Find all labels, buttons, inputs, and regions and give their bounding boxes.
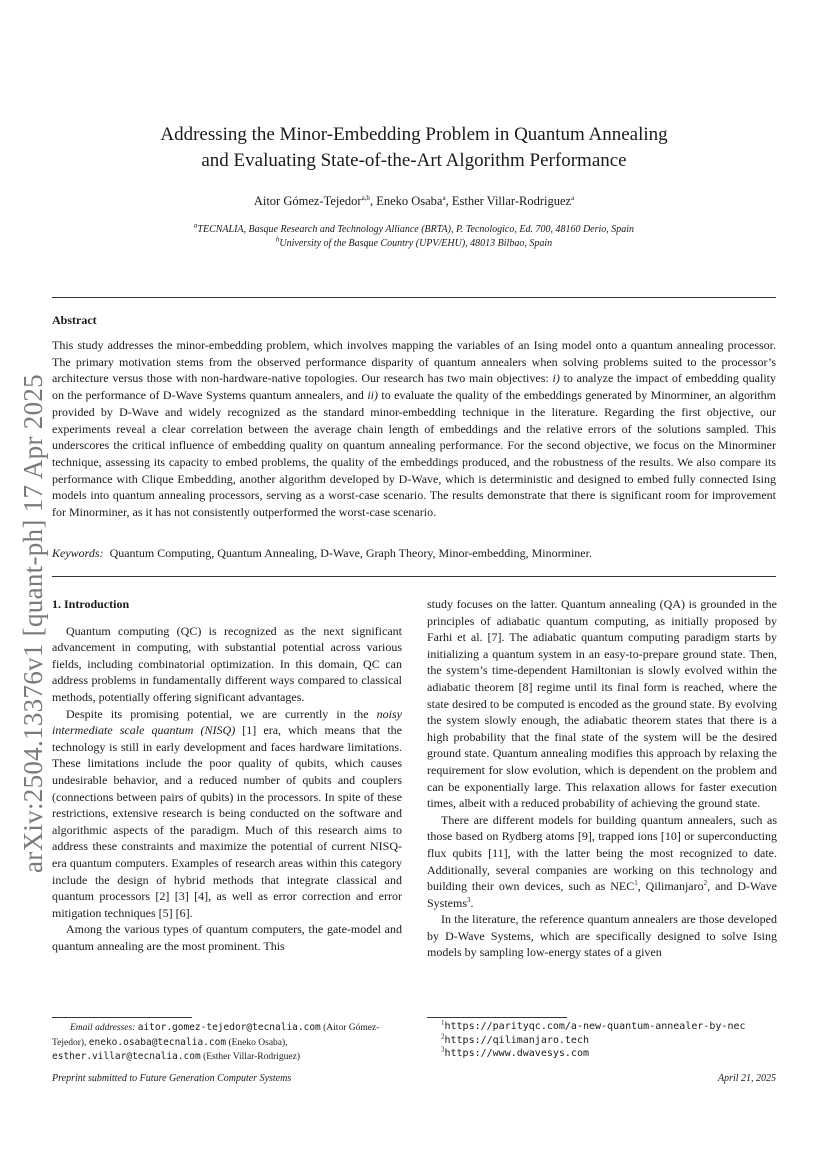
abstract-body (52, 337, 776, 521)
section-heading: 1. Introduction (52, 597, 130, 611)
emphasis: noisy intermediate scale quantum (NISQ) (52, 706, 402, 738)
author-list (60, 194, 768, 209)
author-name: Eneko Osaba (376, 194, 443, 208)
left-column (52, 596, 402, 954)
affiliation-b (60, 237, 768, 251)
abstract-text: This study addresses the minor-embedding problem, which involves mapping the variables of an Ising model onto a quantum annealing processor. The primary motivation stems from the observed performance disparity of quantum annealers when solving problems suited to the processor’s architecture versus those with non-hardware-native topologies. Our research has two main objectives: (52, 338, 776, 386)
url-footnotes (441, 1020, 781, 1061)
abstract-text: to analyze the impact of embedding quality on the performance of D-Wave Systems quantum annealers, and (52, 371, 776, 403)
footnote-number: 2 (441, 1032, 445, 1041)
author-affil-mark: a,b (361, 193, 370, 202)
author-affil-mark: a (442, 193, 446, 202)
abstract-heading: Abstract (52, 313, 97, 327)
footer-journal: Preprint submitted to Future Generation Computer Systems (52, 1073, 292, 1084)
url-footnote (441, 1020, 781, 1034)
affiliations (60, 223, 768, 251)
arxiv-stamp: arXiv:2504.13376v1 [quant-ph] 17 Apr 2025 (18, 374, 48, 873)
affil-mark: a (193, 221, 198, 230)
author-separator: , (369, 194, 377, 208)
email-owner: (Eneko Osaba), (226, 1037, 288, 1048)
paragraph: study focuses on the latter. Quantum annealing (QA) is grounded in the principles of adiabatic quantum computing, as initially proposed by Farhi et al. [7]. The adiabatic quantum computing paradigm starts by initializing a quantum system in an easy-to-prepare ground state. Then, the system’s time-dependent Hamiltonian is slowly evolved within the adiabatic theorem [8] regime until its final form is reached, where the state desired to be computed is encoded as the ground state. By evolving the system slowly enough, the adiabatic theorem states that there is a high probability that the final state of the system will be the desired ground state. Quantum annealing modifies this approach by relaxing the requirement for slow evolution, which is dependent on the problem and can be exponentially large. This relaxation allows for faster execution times, albeit with a reduced probability of achieving the ground state. (427, 597, 777, 811)
footnote-mark: 3 (467, 895, 471, 904)
affil-mark: b (275, 235, 280, 244)
paragraph-text: . (470, 895, 474, 910)
paragraph: Among the various types of quantum computers, the gate-model and quantum annealing are the most prominent. This (52, 922, 402, 953)
affiliation-a (60, 223, 768, 237)
keywords-text: Quantum Computing, Quantum Annealing, D-Wave, Graph Theory, Minor-embedding, Minorminer. (109, 546, 592, 560)
paragraph-text: There are different models for building quantum annealers, such as those based on Rydberg atoms [9], trapped ions [10] or superconducting flux qubits [11], with the latter being the most recognized to date. Additionally, several companies are working on this technology and building their own devices, such as NEC (427, 812, 777, 894)
author-name: Aitor Gómez-Tejedor (253, 194, 362, 208)
paragraph-text: [1] era, which means that the technology is still in early development and faces hardware limitations. These limitations include the poor quality of qubits, which causes undesirable behavior, and a reduced number of qubits and couplers (connections between pairs of qubits) in the processors. In spite of these restrictions, extensive research is being conducted on the software and algorithmic aspects of the paradigm. Much of this research aims to address these constraints and maximize the potential of current NISQ-era quantum computers. Examples of research areas within this category include the design of hybrid methods that integrate classical and quantum processors [2] [3] [4], as well as error correction and error mitigation techniques [5] [6]. (52, 723, 402, 920)
url-footnote (441, 1047, 781, 1061)
keywords (52, 546, 776, 561)
divider-top (52, 297, 776, 298)
footnote-link[interactable]: https://parityqc.com/a-new-quantum-annealer-by-nec (444, 1021, 746, 1032)
footnote-mark: 2 (703, 879, 708, 888)
author-affil-mark: a (571, 193, 575, 202)
email-owner: (Esther Villar-Rodriguez) (200, 1052, 301, 1062)
affil-text: TECNALIA, Basque Research and Technology Alliance (BRTA), P. Tecnologico, Ed. 700, 48160 Derio, Spain (197, 224, 635, 235)
footnote-rule-right (427, 1017, 567, 1018)
keywords-label: Keywords: (52, 546, 104, 560)
paragraph: In the literature, the reference quantum annealers are those developed by D-Wave Systems, which are specifically designed to solve Ising models by sampling low-energy states of a given (427, 912, 777, 960)
email-label: Email addresses: (70, 1023, 136, 1033)
title-line-2: and Evaluating State-of-the-Art Algorithm Performance (201, 150, 627, 171)
paper-title (60, 122, 768, 174)
email-footnote (52, 1021, 402, 1065)
email-owner: (Aitor Gómez-Tejedor), (52, 1023, 380, 1048)
footnote-number: 3 (441, 1045, 445, 1054)
title-line-1: Addressing the Minor-Embedding Problem in Quantum Annealing (160, 124, 668, 145)
footnote-rule-left (52, 1017, 192, 1018)
paragraph (427, 812, 777, 912)
affil-text: University of the Basque Country (UPV/EHU), 48013 Bilbao, Spain (279, 238, 553, 249)
abstract-enum: i) (552, 371, 560, 386)
url-footnote (441, 1034, 781, 1048)
footnote-mark: 1 (634, 879, 638, 888)
paragraph-text: , and D-Wave Systems (427, 879, 778, 910)
paragraph-text: , Qilimanjaro (637, 879, 704, 894)
author-name: Esther Villar-Rodriguez (451, 194, 572, 208)
right-column (427, 596, 777, 961)
paragraph-text: Despite its promising potential, we are currently in the (66, 706, 377, 721)
footnote-number: 1 (441, 1020, 445, 1027)
divider-bottom (52, 576, 776, 577)
paragraph (52, 706, 402, 922)
email-link[interactable]: aitor.gomez-tejedor@tecnalia.com (137, 1022, 321, 1033)
footer-date: April 21, 2025 (717, 1073, 776, 1084)
abstract-enum: ii) (367, 388, 378, 403)
footnote-link[interactable]: https://www.dwavesys.com (444, 1048, 589, 1060)
paragraph: Quantum computing (QC) is recognized as the next significant advancement in computing, with substantial potential across various fields, including combinatorial optimization. In this domain, QC can address problems in fundamentally different ways compared to classical methods, potentially offering significant advantages. (52, 623, 402, 704)
email-link[interactable]: esther.villar@tecnalia.com (52, 1051, 201, 1062)
author-separator: , (445, 194, 452, 208)
footnote-link[interactable]: https://qilimanjaro.tech (444, 1034, 589, 1046)
abstract-text: to evaluate the quality of the embeddings generated by Minorminer, an algorithm provided by D-Wave and widely recognized as the standard minor-embedding technique in the literature. Regarding the first objective, our experiments reveal a clear correlation between the average chain length of embeddings and the relative errors of the solutions sampled. This underscores the critical influence of embedding quality on quantum annealing performance. For the second objective, we focus on the Minorminer technique, assessing its capacity to embed problems, the quality of the embeddings produced, and the robustness of the results. We also compare its performance with Clique Embedding, another algorithm developed by D-Wave, which is deterministic and designed to embed fully connected Ising models into quantum annealing processors, serving as a worst-case scenario. The results demonstrate that there is significant room for improvement for Minorminer, as it has not consistently outperformed the worst-case scenario. (52, 388, 776, 520)
email-link[interactable]: eneko.osaba@tecnalia.com (88, 1036, 227, 1048)
